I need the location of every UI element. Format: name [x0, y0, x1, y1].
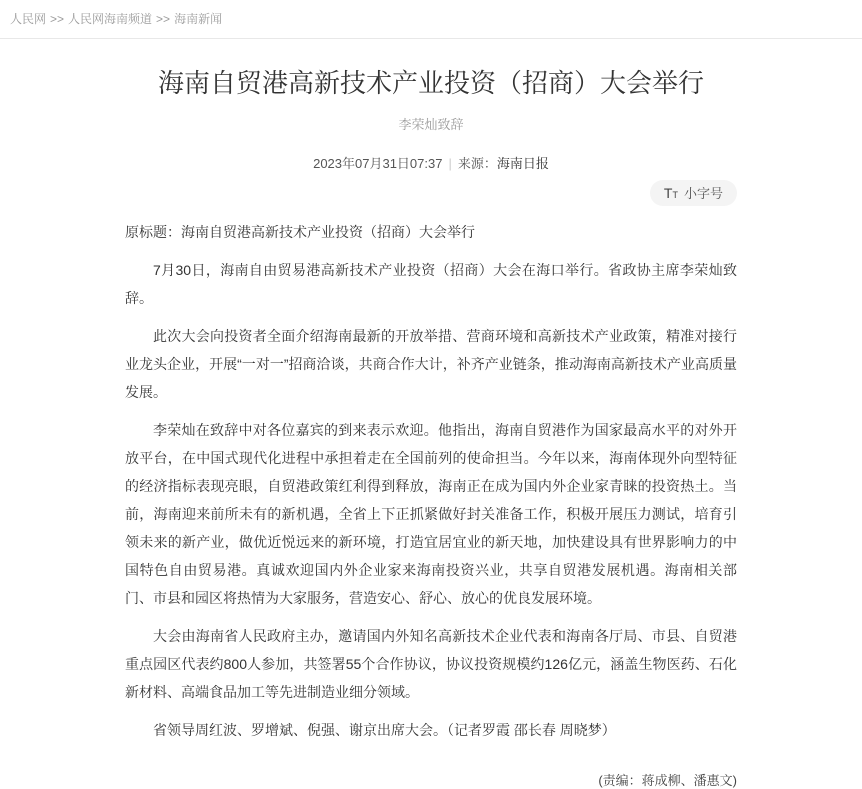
article-toolbar: [125, 180, 737, 206]
article-paragraph: 省领导周红波、罗增斌、倪强、谢京出席大会。（记者罗霞 邵长春 周晓梦）: [153, 721, 616, 738]
article-meta: [125, 153, 737, 172]
page-title: 海南自贸港高新技术产业投资（招商）大会举行: [157, 68, 704, 98]
article-paragraph: 7月30日，海南自由贸易港高新技术产业投资（招商）大会在海口举行。省政协主席李荣灿致辞。: [125, 261, 737, 306]
article: [125, 39, 737, 789]
article-paragraph: 大会由海南省人民政府主办，邀请国内外知名高新技术企业代表和海南各厅局、市县、自贸港重点园区代表约800人参加，共签署55个合作协议，协议投资规模约126亿元，涵盖生物医药、石化新材料、高端食品加工等先进制造业细分领域。: [125, 627, 737, 700]
meta-separator: |: [448, 155, 452, 171]
publish-date: 2023年07月31日07:37: [313, 155, 443, 171]
breadcrumb-separator: >>: [156, 12, 171, 26]
breadcrumb-separator: >>: [50, 12, 65, 26]
article-paragraph: 李荣灿在致辞中对各位嘉宾的到来表示欢迎。他指出，海南自贸港作为国家最高水平的对外开放平台，在中国式现代化进程中承担着走在全国前列的使命担当。今年以来，海南体现外向型特征的经济指标表现亮眼，自贸港政策红利得到释放，海南正在成为国内外企业家青睐的投资热土。当前，海南迎来前所未有的新机遇，全省上下正抓紧做好封关准备工作，积极开展压力测试，培育引领未来的新产业，做优近悦远来的新环境，打造宜居宜业的新天地，加快建设具有世界影响力的中国特色自由贸易港。真诚欢迎国内外企业家来海南投资兴业，共享自贸港发展机遇。海南相关部门、市县和园区将热情为大家服务，营造安心、舒心、放心的优良发展环境。: [125, 421, 737, 606]
article-subtitle: 李荣灿致辞: [398, 116, 464, 132]
breadcrumb-link-hainan-channel[interactable]: 人民网海南频道: [68, 12, 153, 26]
article-paragraph: 此次大会向投资者全面介绍海南最新的开放举措、营商环境和高新技术产业政策，精准对接行业龙头企业，开展“一对一”招商洽谈，共商合作大计，补齐产业链条，推动海南高新技术产业高质量发展。: [125, 327, 737, 400]
font-size-icon: T T: [663, 184, 678, 201]
editor-credit: (责编：蒋成柳、潘惠文): [598, 772, 737, 788]
source-label: 来源：: [457, 155, 497, 171]
font-size-button[interactable]: [650, 180, 737, 206]
article-body: [125, 218, 737, 744]
breadcrumb-link-hainan-news[interactable]: 海南新闻: [174, 12, 223, 26]
breadcrumb-link-peoples-daily[interactable]: 人民网: [10, 12, 47, 26]
source-name[interactable]: 海南日报: [496, 155, 549, 171]
breadcrumb: [0, 0, 862, 39]
original-title-line: 原标题：海南自贸港高新技术产业投资（招商）大会举行: [125, 223, 475, 240]
font-size-button-label: 小字号: [683, 186, 723, 201]
